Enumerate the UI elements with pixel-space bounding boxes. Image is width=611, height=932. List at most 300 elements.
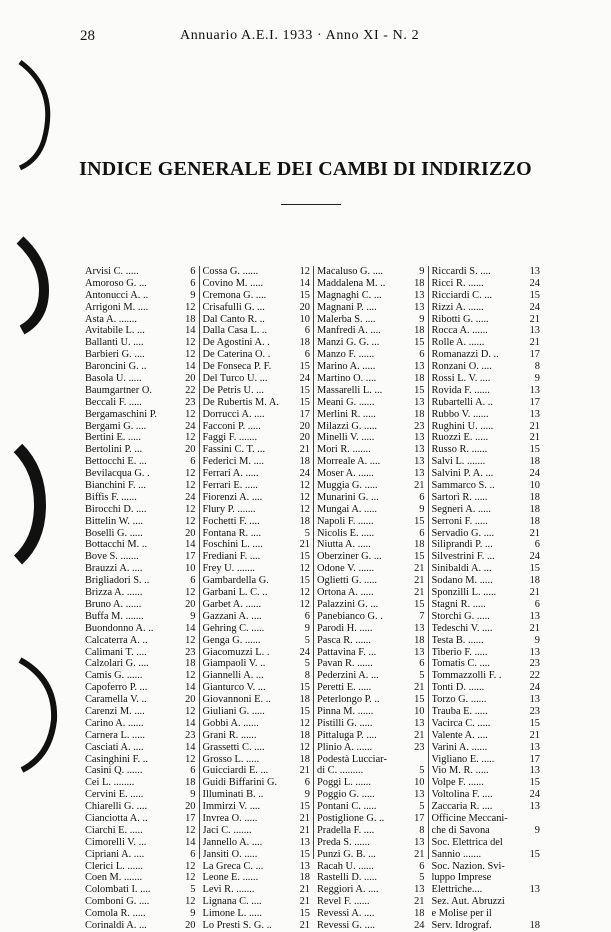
entry-name: Cianciotta A. .. [85,812,148,824]
entry-name: Faggi F. ....... [202,432,258,444]
entry-name: Revel F. ...... [317,896,370,908]
entry-page: 5 [304,527,310,539]
entry-page: 14 [185,682,196,694]
entry-page: 9 [419,266,425,277]
index-entry [429,492,544,504]
index-entry [429,706,544,718]
index-entry [85,385,199,397]
entry-name: Tommazzolli F. . [431,670,502,682]
index-entry [200,611,314,623]
entry-name: Bruno A. ...... [85,598,142,610]
entry-name: Pasca R. ...... [317,634,371,646]
entry-page: 14 [185,325,196,337]
entry-page: 6 [304,325,310,337]
entry-name: Arvisi C. ..... [85,266,139,277]
entry-page: 6 [190,266,196,277]
index-entry [200,397,314,409]
entry-page: 9 [190,908,196,920]
entry-name: Sannio ....... [431,848,482,860]
index-entry [85,801,199,813]
entry-page: 18 [299,729,310,741]
index-entry [200,861,314,873]
entry-page: 18 [299,456,310,468]
entry-page: 21 [299,539,310,551]
entry-name: Comboni G. .... [85,896,150,908]
entry-page: 20 [299,432,310,444]
entry-name: Del Turco U. ... [202,373,268,385]
entry-name: Brizza A. ...... [85,587,143,599]
entry-page: 18 [185,658,196,670]
index-entry [85,718,199,730]
entry-name: Mungai A. ..... [317,503,378,515]
entry-name: Sinibaldi A. ... [431,563,492,575]
index-entry [314,314,428,326]
entry-page: 23 [529,658,540,670]
entry-page: 12 [185,337,196,349]
entry-name: Capoferro P. ... [85,682,148,694]
index-entry [200,373,314,385]
index-entry [429,575,544,587]
entry-name: Plinio A. ...... [317,741,373,753]
entry-name: Tedeschi V. .... [431,622,493,634]
entry-name: Bergamaschini P. [85,408,157,420]
entry-name: De Petris U. ... [202,384,264,396]
index-entry [85,706,199,718]
entry-page: 15 [299,551,310,563]
entry-page: 15 [299,908,310,920]
entry-page: 20 [185,444,196,456]
index-entry [85,504,199,516]
entry-name: Racah U. ...... [317,860,374,872]
index-entry [314,623,428,635]
entry-page: 13 [414,396,425,408]
index-entry [200,730,314,742]
entry-page: 10 [299,313,310,325]
entry-name: Rughini U. ..... [431,420,494,432]
index-entry [85,908,199,920]
index-entry [429,468,544,480]
index-entry [314,670,428,682]
entry-name: luppo Imprese [431,872,492,884]
entry-name: Pistilli G. ..... [317,717,373,729]
entry-name: Facconi P. ..... [202,420,261,432]
entry-page: 8 [534,361,540,373]
entry-page: 9 [190,289,196,301]
index-entry [85,896,199,908]
index-entry [85,349,199,361]
index-entry [314,325,428,337]
index-entry [429,266,544,278]
entry-page: 17 [414,812,425,824]
index-entry [314,884,428,896]
entry-page: 6 [419,860,425,872]
entry-name: Trauba E. ..... [431,705,488,717]
index-entry [314,563,428,575]
entry-name: Ruozzi E. ..... [431,432,489,444]
entry-name: Macaluso G. .... [317,266,384,277]
entry-page: 12 [299,563,310,575]
entry-page: 18 [529,491,540,503]
entry-page: 18 [529,515,540,527]
entry-name: Vio M. R. ..... [431,765,489,777]
entry-name: Varini A. ...... [431,741,488,753]
entry-page: 21 [299,884,310,896]
entry-page: 14 [185,622,196,634]
entry-name: Bettocchi E. ... [85,456,147,468]
entry-page: 13 [529,741,540,753]
entry-page: 23 [185,646,196,658]
entry-page: 21 [529,527,540,539]
entry-name: Sartori R. ..... [431,491,488,503]
index-entry [314,635,428,647]
entry-name: Serv. Idrograf. [431,919,492,931]
entry-name: Odone V. ...... [317,563,375,575]
entry-page: 6 [190,575,196,587]
index-entry [314,647,428,659]
entry-name: Tomatis C. .... [431,658,490,670]
entry-name: Brauzzi A. .... [85,563,143,575]
entry-page: 12 [185,503,196,515]
index-entry [429,314,544,326]
entry-name: Niutta A. ..... [317,539,371,551]
index-entry [200,706,314,718]
entry-name: Dorrucci A. .... [202,408,265,420]
entry-name: Camis G. ...... [85,670,143,682]
index-entry [200,337,314,349]
index-entry [200,409,314,421]
index-entry [314,611,428,623]
entry-name: Buffa M. ....... [85,610,144,622]
entry-name: Baumgartner O. [85,384,152,396]
entry-page: 23 [414,741,425,753]
index-entry [314,801,428,813]
entry-name: Pinna M. ...... [317,705,374,717]
entry-page: 24 [299,646,310,658]
entry-page: 8 [419,824,425,836]
index-entry [200,516,314,528]
entry-page: 15 [299,384,310,396]
entry-name: Pattavina F. ... [317,646,377,658]
entry-name: Romanazzi D. .. [431,349,499,361]
index-entry [200,801,314,813]
index-entry [85,682,199,694]
entry-name: Magnani P. .... [317,301,377,313]
entry-page: 5 [419,765,425,777]
entry-name: Minelli V. ..... [317,432,375,444]
index-entry [314,444,428,456]
index-entry [314,516,428,528]
entry-name: Sodano M. ..... [431,575,493,587]
index-entry [429,421,544,433]
entry-name: Tonti D. ...... [431,682,485,694]
entry-page: 15 [299,682,310,694]
entry-name: che di Savona [431,824,490,836]
entry-page: 23 [529,705,540,717]
entry-page: 12 [185,468,196,480]
entry-page: 12 [185,480,196,492]
index-entry [314,551,428,563]
entry-name: Lo Presti S. G. .. [202,919,272,931]
index-entry [314,813,428,825]
entry-name: De Agostini A. . [202,337,270,349]
entry-name: Stagni R. ..... [431,598,486,610]
entry-page: 6 [419,491,425,503]
entry-name: Ortona A. ..... [317,587,374,599]
index-entry [314,421,428,433]
index-entry [314,504,428,516]
entry-name: Peretti E. ..... [317,682,372,694]
index-entry [200,456,314,468]
entry-name: Sammarco S. .. [431,480,495,492]
entry-page: 6 [190,456,196,468]
entry-name: Beccali F. ..... [85,396,142,408]
entry-page: 22 [529,670,540,682]
index-entry [200,765,314,777]
entry-page: 13 [414,622,425,634]
entry-page: 13 [414,361,425,373]
entry-name: Bevilacqua G. . [85,468,150,480]
entry-page: 5 [419,872,425,884]
entry-name: Bittelin W. .... [85,515,144,527]
entry-name: Carenzi M. .... [85,705,145,717]
entry-name: Rocca A. ...... [431,325,488,337]
index-entry [429,325,544,337]
index-entry [85,492,199,504]
index-entry [85,837,199,849]
entry-name: Servadio G. .... [431,527,495,539]
entry-name: Gobbi A. ...... [202,717,259,729]
entry-page: 12 [185,824,196,836]
index-entry [85,754,199,766]
entry-page: 18 [529,503,540,515]
entry-name: Rastelli D. ..... [317,872,378,884]
index-entry [85,361,199,373]
index-entry [200,635,314,647]
entry-page: 17 [185,551,196,563]
index-entry [85,516,199,528]
entry-name: Reggiori A. .... [317,884,379,896]
index-entry [200,670,314,682]
entry-name: Casinghini F. .. [85,753,148,765]
index-entry [429,801,544,813]
entry-page: 21 [414,563,425,575]
entry-page: 18 [529,919,540,931]
entry-name: Levi R. ....... [202,884,255,896]
index-entry [314,373,428,385]
entry-page: 13 [529,610,540,622]
entry-name: Comola R. ..... [85,908,146,920]
entry-name: Rubartelli A. .. [431,396,493,408]
entry-page: 24 [299,468,310,480]
index-entry [200,623,314,635]
index-entry [314,456,428,468]
entry-page: 21 [414,480,425,492]
index-entry [200,504,314,516]
entry-name: Podestà Lucciar- [317,753,387,765]
entry-page: 20 [185,598,196,610]
entry-page: 5 [304,634,310,646]
entry-name: Pavan R. ...... [317,658,373,670]
index-column [314,266,429,931]
entry-page: 13 [414,432,425,444]
index-entry [429,361,544,373]
entry-page: 20 [299,420,310,432]
entry-page: 9 [190,610,196,622]
entry-name: Coen M. ....... [85,872,143,884]
entry-page: 24 [529,789,540,801]
entry-page: 12 [185,753,196,765]
index-entry [200,658,314,670]
entry-name: Maddalena M. .. [317,277,386,289]
entry-page: 15 [299,801,310,813]
entry-name: Zaccaria R. .... [431,801,493,813]
index-entry [314,302,428,314]
entry-name: Manzi G. G. ... [317,337,380,349]
entry-page: 15 [299,575,310,587]
entry-name: e Molise per il [431,908,492,920]
entry-page: 12 [185,408,196,420]
index-entry [85,314,199,326]
index-entry [200,385,314,397]
entry-page: 14 [185,361,196,373]
index-entry [85,551,199,563]
index-entry [85,730,199,742]
entry-page [524,813,540,825]
index-entry [429,337,544,349]
index-entry [429,278,544,290]
entry-page: 15 [299,848,310,860]
entry-name: Boselli G. ..... [85,527,143,539]
entry-page: 12 [185,896,196,908]
entry-name: Bertini E. ..... [85,432,141,444]
index-entry [200,290,314,302]
entry-page: 12 [299,598,310,610]
entry-page: 5 [304,658,310,670]
entry-name: Massarelli L. ... [317,384,383,396]
entry-name: Revessi G. .... [317,919,376,931]
index-entry [85,421,199,433]
entry-page: 12 [299,480,310,492]
entry-page: 12 [299,741,310,753]
entry-name: Salvini P. A. ... [431,468,494,480]
entry-page: 9 [419,313,425,325]
index-entry [200,528,314,540]
entry-name: Calcaterra A. .. [85,634,148,646]
index-entry [314,861,428,873]
entry-name: Vigliano E. ..... [431,753,495,765]
index-entry [314,409,428,421]
entry-page: 13 [414,468,425,480]
entry-page: 18 [299,753,310,765]
index-columns [85,266,543,931]
entry-name: Giovannoni E. .. [202,694,271,706]
entry-page: 21 [299,444,310,456]
entry-page: 15 [299,396,310,408]
index-entry [85,480,199,492]
entry-name: Ferrari E. ..... [202,480,258,492]
entry-name: Frediani F. .... [202,551,261,563]
index-entry [429,504,544,516]
entry-page: 15 [414,337,425,349]
entry-name: Federici M. .... [202,456,264,468]
index-entry [200,777,314,789]
index-entry [429,789,544,801]
entry-name: Siliprandi P. ... [431,539,493,551]
entry-name: Flury P. ....... [202,503,256,515]
entry-name: De Fonseca P. F. [202,361,272,373]
index-entry [429,682,544,694]
entry-page: 13 [529,801,540,813]
entry-page: 12 [185,301,196,313]
entry-name: Amoroso G. ... [85,277,147,289]
index-entry [85,777,199,789]
entry-name: Bianchini F. ... [85,480,146,492]
entry-page: 9 [534,373,540,385]
entry-name: Asta A. ....... [85,313,137,325]
entry-page: 15 [529,777,540,789]
entry-name: Genga G. ...... [202,634,261,646]
index-entry [429,849,544,861]
entry-page: 20 [185,527,196,539]
index-entry [85,409,199,421]
entry-name: Giannelli A. ... [202,670,264,682]
index-entry [85,456,199,468]
index-entry [429,444,544,456]
entry-page: 23 [185,396,196,408]
index-entry [314,587,428,599]
entry-name: Ricciardi C. ... [431,289,493,301]
entry-page: 6 [304,610,310,622]
index-entry [200,694,314,706]
entry-page: 9 [304,622,310,634]
entry-page: 24 [414,919,425,931]
entry-page: 17 [529,396,540,408]
index-column [85,266,200,931]
entry-page: 18 [414,539,425,551]
entry-page: 18 [414,325,425,337]
entry-page: 15 [529,848,540,860]
index-entry [85,765,199,777]
entry-name: De Caterina O. . [202,349,271,361]
entry-page: 18 [299,337,310,349]
entry-name: Dal Canto R. .. [202,313,265,325]
entry-name: Biffis F. ...... [85,491,137,503]
entry-name: Antonucci A. .. [85,289,149,301]
entry-name: Casini Q. ...... [85,765,143,777]
entry-name: Fochetti F. .... [202,515,260,527]
entry-name: Volpe F. ...... [431,777,484,789]
entry-page: 24 [529,682,540,694]
index-entry [314,920,428,932]
index-entry [429,539,544,551]
entry-page: 6 [190,765,196,777]
entry-page: 12 [299,491,310,503]
entry-page: 21 [529,729,540,741]
entry-name: Lignana C. .... [202,896,262,908]
entry-name: Milazzi G. ..... [317,420,378,432]
index-entry [200,813,314,825]
entry-page: 6 [304,777,310,789]
entry-page: 8 [304,670,310,682]
entry-page: 12 [299,587,310,599]
index-entry [429,647,544,659]
entry-page: 18 [299,694,310,706]
entry-page: 12 [185,670,196,682]
entry-page: 6 [190,848,196,860]
entry-page: 12 [185,634,196,646]
entry-name: Sponzilli L. ..... [431,587,497,599]
index-entry [85,884,199,896]
